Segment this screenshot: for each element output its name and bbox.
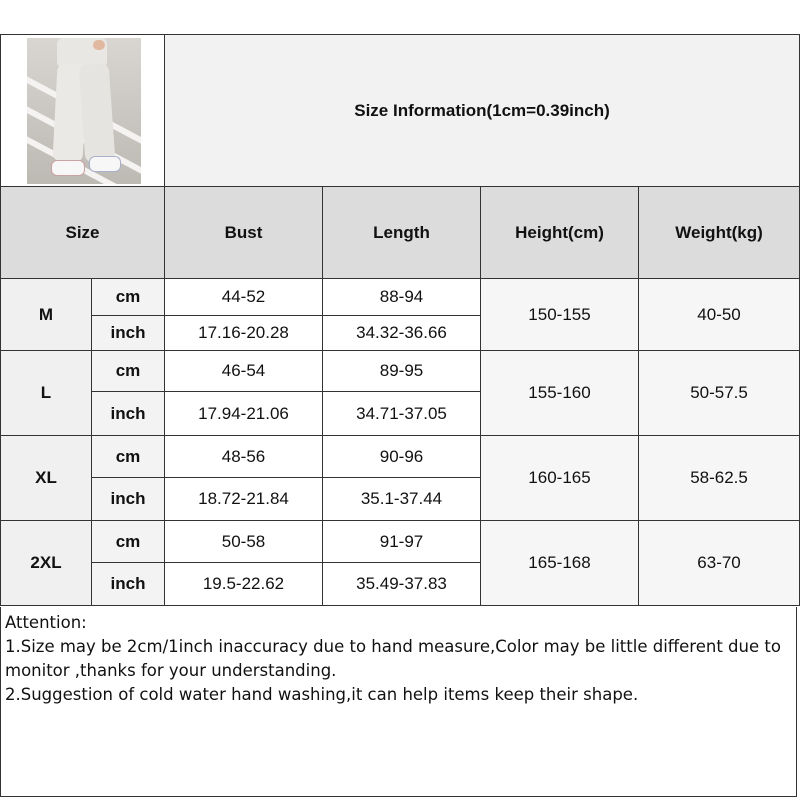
attention-notes [0, 607, 797, 797]
weight-range: 50-57.5 [639, 351, 800, 436]
bust-cm: 48-56 [165, 436, 323, 478]
weight-range: 58-62.5 [639, 436, 800, 521]
note-line-1-cont: monitor ,thanks for your understanding. [5, 661, 337, 680]
size-chart [0, 34, 799, 799]
size-label: XL [1, 436, 92, 521]
height-range: 155-160 [481, 351, 639, 436]
weight-range: 40-50 [639, 279, 800, 351]
note-line-1: 1.Size may be 2cm/1inch inaccuracy due to hand measure,Color may be little different due to [5, 637, 781, 656]
unit-inch: inch [92, 563, 165, 606]
chart-title: Size Information(1cm=0.39inch) [165, 35, 800, 187]
bust-inch: 18.72-21.84 [165, 478, 323, 521]
unit-cm: cm [92, 521, 165, 563]
bust-inch: 17.16-20.28 [165, 316, 323, 351]
bust-cm: 46-54 [165, 351, 323, 392]
unit-cm: cm [92, 351, 165, 392]
length-inch: 35.49-37.83 [323, 563, 481, 606]
bust-cm: 50-58 [165, 521, 323, 563]
header-size: Size [1, 187, 165, 279]
header-height: Height(cm) [481, 187, 639, 279]
height-range: 160-165 [481, 436, 639, 521]
height-range: 150-155 [481, 279, 639, 351]
size-table [0, 34, 800, 606]
height-range: 165-168 [481, 521, 639, 606]
weight-range: 63-70 [639, 521, 800, 606]
unit-inch: inch [92, 392, 165, 436]
length-inch: 34.71-37.05 [323, 392, 481, 436]
unit-cm: cm [92, 436, 165, 478]
size-label: L [1, 351, 92, 436]
bust-cm: 44-52 [165, 279, 323, 316]
product-photo [27, 38, 141, 184]
length-cm: 90-96 [323, 436, 481, 478]
notes-heading: Attention: [5, 613, 87, 632]
unit-cm: cm [92, 279, 165, 316]
product-photo-cell [1, 35, 165, 187]
size-label: 2XL [1, 521, 92, 606]
length-inch: 34.32-36.66 [323, 316, 481, 351]
length-inch: 35.1-37.44 [323, 478, 481, 521]
header-length: Length [323, 187, 481, 279]
bust-inch: 17.94-21.06 [165, 392, 323, 436]
header-bust: Bust [165, 187, 323, 279]
unit-inch: inch [92, 478, 165, 521]
note-line-2: 2.Suggestion of cold water hand washing,it can help items keep their shape. [5, 685, 639, 704]
length-cm: 88-94 [323, 279, 481, 316]
header-weight: Weight(kg) [639, 187, 800, 279]
length-cm: 89-95 [323, 351, 481, 392]
unit-inch: inch [92, 316, 165, 351]
size-label: M [1, 279, 92, 351]
bust-inch: 19.5-22.62 [165, 563, 323, 606]
length-cm: 91-97 [323, 521, 481, 563]
